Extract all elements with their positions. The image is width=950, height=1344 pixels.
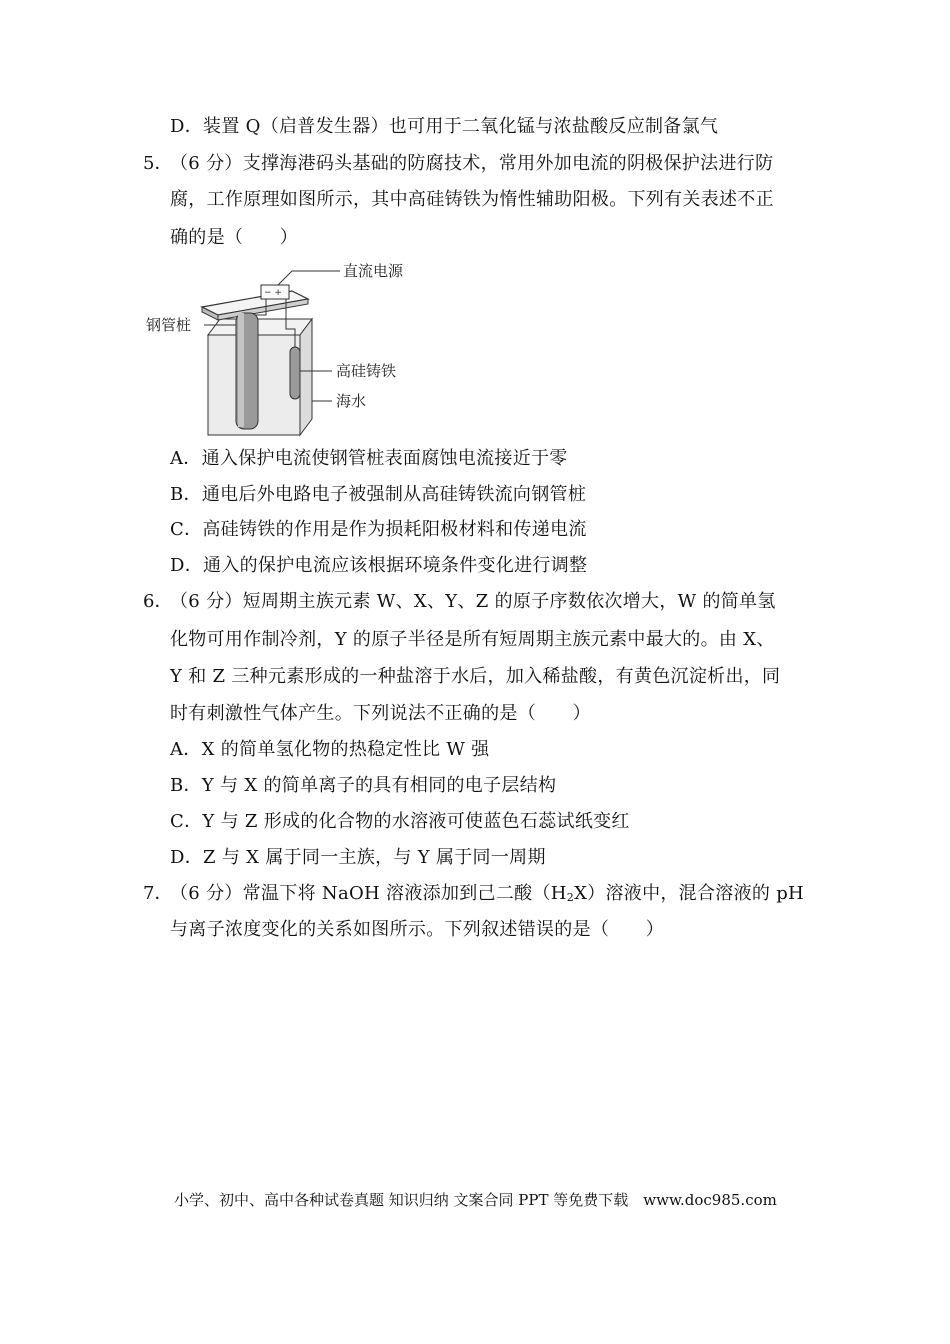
q6-option-d: D．Z 与 X 属于同一主族，与 Y 属于同一周期 (170, 847, 546, 868)
q4-option-d: D．装置 Q（启普发生器）也可用于二氧化锰与浓盐酸反应制备氯气 (170, 116, 719, 137)
q6-option-c: C．Y 与 Z 形成的化合物的水溶液可使蓝色石蕊试纸变红 (170, 811, 630, 832)
leader-power-diag (278, 271, 292, 285)
q5-option-d: D．通入的保护电流应该根据环境条件变化进行调整 (170, 555, 588, 576)
anode-rod (290, 347, 300, 399)
page-footer: 小学、初中、高中各种试卷真题 知识归纳 文案合同 PPT 等免费下载 www.doc985.com (174, 1191, 777, 1209)
q5-stem-line1: （6 分）支撑海港码头基础的防腐技术，常用外加电流的阴极保护法进行防 (170, 153, 774, 174)
q5-number: 5． (143, 153, 173, 174)
q5-option-a: A．通入保护电流使钢管桩表面腐蚀电流接近于零 (170, 448, 568, 469)
q6-stem-line1: （6 分）短周期主族元素 W、X、Y、Z 的原子序数依次增大，W 的简单氢 (170, 591, 776, 612)
label-seawater: 海水 (336, 392, 367, 410)
q7-number: 7． (143, 883, 173, 904)
q5-option-c: C．高硅铸铁的作用是作为损耗阳极材料和传递电流 (170, 519, 587, 540)
tank-side (300, 319, 312, 435)
q5-stem-line2: 腐，工作原理如图所示，其中高硅铸铁为惰性辅助阳极。下列有关表述不正 (170, 189, 774, 210)
q6-stem-line3: Y 和 Z 三种元素形成的一种盐溶于水后，加入稀盐酸，有黄色沉淀析出，同 (170, 666, 781, 687)
q7-stem-line2: 与离子浓度变化的关系如图所示。下列叙述错误的是（ ） (170, 919, 665, 940)
label-steel-pile: 钢管桩 (146, 316, 192, 334)
q7-stem-part2: X）溶液中，混合溶液的 pH (574, 883, 805, 904)
q7-stem-part1: （6 分）常温下将 NaOH 溶液添加到己二酸（H (170, 883, 567, 904)
label-anode: 高硅铸铁 (336, 362, 397, 380)
q6-stem-line2: 化物可用作制冷剂，Y 的原子半径是所有短周期主族元素中最大的。由 X、 (170, 629, 775, 650)
q5-option-b: B．通电后外电路电子被强制从高硅铸铁流向钢管桩 (170, 484, 587, 505)
label-dc-power: 直流电源 (343, 262, 404, 280)
q7-stem-subscript: 2 (566, 891, 575, 904)
q7-stem-line1 (170, 882, 804, 910)
power-terminals: − + (264, 288, 282, 298)
q6-number: 6． (143, 591, 173, 612)
q5-stem-line3: 确的是（ ） (170, 227, 299, 248)
q6-option-b: B．Y 与 X 的简单离子的具有相同的电子层结构 (170, 775, 557, 796)
steel-pile-highlight (238, 313, 244, 427)
cathodic-protection-figure (140, 255, 440, 440)
q6-stem-line4: 时有刺激性气体产生。下列说法不正确的是（ ） (170, 703, 591, 724)
q6-option-a: A．X 的简单氢化物的热稳定性比 W 强 (170, 739, 490, 760)
figure-svg (140, 255, 440, 440)
tank-top (208, 319, 312, 335)
